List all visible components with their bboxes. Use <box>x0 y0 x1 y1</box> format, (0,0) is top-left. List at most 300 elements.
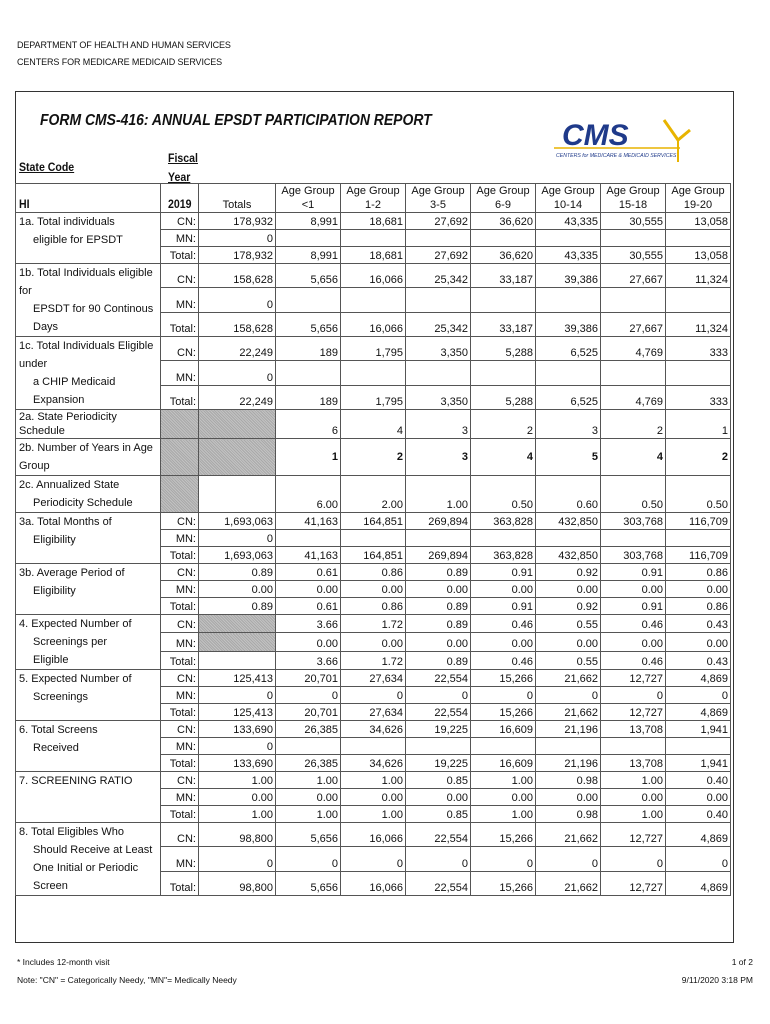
value-cell: 0.00 <box>601 633 666 651</box>
value-cell: 3 <box>536 410 601 439</box>
age-group-label: Age Group <box>411 185 465 197</box>
value-cell: 0.00 <box>666 581 731 598</box>
value-cell: 0.40 <box>666 772 731 789</box>
age-group-label: Age Group <box>541 185 595 197</box>
department-header: DEPARTMENT OF HEALTH AND HUMAN SERVICES <box>17 40 231 50</box>
value-cell: 0.91 <box>471 598 536 615</box>
table-row <box>16 337 731 361</box>
value-cell: 0.00 <box>536 789 601 806</box>
value-cell: 36,620 <box>471 213 536 230</box>
row-key: MN: <box>161 687 199 704</box>
value-cell: 363,828 <box>471 513 536 530</box>
value-cell <box>666 361 731 385</box>
table-row <box>16 439 731 476</box>
total-cell: 0 <box>199 288 276 312</box>
value-cell: 1.00 <box>341 772 406 789</box>
fiscal-year-value: 2019 <box>168 197 192 211</box>
blank-cell <box>161 410 199 439</box>
value-cell <box>601 230 666 247</box>
total-cell: 0.00 <box>199 789 276 806</box>
value-cell: 11,324 <box>666 312 731 336</box>
value-cell: 41,163 <box>276 547 341 564</box>
value-cell: 6 <box>276 410 341 439</box>
value-cell: 0 <box>471 687 536 704</box>
value-cell: 1,795 <box>341 385 406 409</box>
age-range-label: 1-2 <box>365 199 381 211</box>
col-header-age-group <box>536 184 601 213</box>
value-cell: 4 <box>601 439 666 476</box>
value-cell: 0.00 <box>536 633 601 651</box>
footnote-visit: * Includes 12-month visit <box>17 957 110 967</box>
value-cell: 2 <box>341 439 406 476</box>
value-cell: 3 <box>406 410 471 439</box>
value-cell: 21,196 <box>536 755 601 772</box>
row-key: MN: <box>161 633 199 651</box>
total-cell: 1,693,063 <box>199 513 276 530</box>
value-cell: 21,196 <box>536 721 601 738</box>
blank-cell <box>161 439 199 476</box>
value-cell: 432,850 <box>536 547 601 564</box>
value-cell: 0.00 <box>341 633 406 651</box>
row-key: CN: <box>161 721 199 738</box>
blank-cell <box>161 476 199 513</box>
value-cell: 5,656 <box>276 871 341 895</box>
row-label-line: Should Receive at Least <box>33 844 153 856</box>
value-cell: 30,555 <box>601 247 666 264</box>
value-cell: 4,869 <box>666 704 731 721</box>
value-cell: 12,727 <box>601 704 666 721</box>
row-key: Total: <box>161 385 199 409</box>
total-cell: 0.00 <box>199 581 276 598</box>
row-key: MN: <box>161 530 199 547</box>
row-key: MN: <box>161 581 199 598</box>
row-key: MN: <box>161 738 199 755</box>
value-cell: 16,066 <box>341 871 406 895</box>
table-row <box>16 615 731 633</box>
value-cell <box>471 738 536 755</box>
value-cell: 0.98 <box>536 772 601 789</box>
col-header-age-group <box>406 184 471 213</box>
value-cell: 0.55 <box>536 651 601 669</box>
value-cell: 41,163 <box>276 513 341 530</box>
age-group-label: Age Group <box>606 185 660 197</box>
value-cell: 39,386 <box>536 264 601 288</box>
value-cell: 0.46 <box>601 615 666 633</box>
row-label <box>16 513 161 564</box>
value-cell: 0.00 <box>406 633 471 651</box>
value-cell: 12,727 <box>601 670 666 687</box>
value-cell: 1 <box>276 439 341 476</box>
value-cell: 16,066 <box>341 312 406 336</box>
value-cell: 4,869 <box>666 823 731 847</box>
row-label-line: Eligibility <box>33 585 76 597</box>
value-cell: 3,350 <box>406 385 471 409</box>
value-cell: 0.00 <box>406 581 471 598</box>
value-cell: 8,991 <box>276 213 341 230</box>
value-cell <box>406 738 471 755</box>
value-cell: 15,266 <box>471 670 536 687</box>
row-label-line: Screenings per <box>33 636 107 648</box>
value-cell: 0.89 <box>406 615 471 633</box>
row-label-line: eligible for EPSDT <box>33 234 123 246</box>
row-label-line: 3a. Total Months of <box>19 516 112 528</box>
value-cell <box>666 288 731 312</box>
value-cell <box>601 361 666 385</box>
row-label-line: 4. Expected Number of <box>19 618 132 630</box>
value-cell: 303,768 <box>601 513 666 530</box>
value-cell: 30,555 <box>601 213 666 230</box>
total-cell: 0.89 <box>199 564 276 581</box>
table-row <box>16 772 731 789</box>
value-cell <box>406 230 471 247</box>
value-cell <box>276 738 341 755</box>
total-cell: 158,628 <box>199 264 276 288</box>
value-cell: 0.00 <box>471 633 536 651</box>
value-cell: 6.00 <box>276 476 341 513</box>
value-cell: 0.89 <box>406 651 471 669</box>
value-cell: 0.86 <box>341 564 406 581</box>
value-cell: 4,869 <box>666 670 731 687</box>
value-cell: 303,768 <box>601 547 666 564</box>
value-cell: 2.00 <box>341 476 406 513</box>
value-cell: 1.00 <box>276 772 341 789</box>
col-header-age-group <box>601 184 666 213</box>
row-key: Total: <box>161 704 199 721</box>
value-cell: 0.50 <box>471 476 536 513</box>
table-row <box>16 213 731 230</box>
value-cell: 0.50 <box>666 476 731 513</box>
row-label <box>16 823 161 896</box>
value-cell: 0.00 <box>471 789 536 806</box>
centers-header: CENTERS FOR MEDICARE MEDICAID SERVICES <box>17 57 223 67</box>
age-group-label: Age Group <box>346 185 400 197</box>
total-cell: 0 <box>199 530 276 547</box>
value-cell: 0.40 <box>666 806 731 823</box>
row-label-line: 8. Total Eligibles Who <box>19 826 124 838</box>
value-cell: 0.89 <box>406 564 471 581</box>
value-cell: 0.43 <box>666 615 731 633</box>
value-cell: 2 <box>601 410 666 439</box>
value-cell: 0 <box>601 847 666 871</box>
value-cell: 4,769 <box>601 337 666 361</box>
value-cell <box>341 530 406 547</box>
row-label-line: Eligible <box>33 654 69 666</box>
value-cell: 1.00 <box>471 772 536 789</box>
row-label <box>16 264 161 337</box>
row-key: Total: <box>161 247 199 264</box>
value-cell <box>666 230 731 247</box>
total-cell: 133,690 <box>199 721 276 738</box>
value-cell: 16,609 <box>471 755 536 772</box>
total-cell <box>199 633 276 651</box>
value-cell: 0 <box>406 847 471 871</box>
value-cell: 2 <box>666 439 731 476</box>
form-title: FORM CMS-416: ANNUAL EPSDT PARTICIPATION REPORT <box>40 112 432 129</box>
value-cell: 269,894 <box>406 513 471 530</box>
row-key: Total: <box>161 598 199 615</box>
row-key: CN: <box>161 670 199 687</box>
row-key: MN: <box>161 288 199 312</box>
value-cell: 0.46 <box>601 651 666 669</box>
value-cell: 3 <box>406 439 471 476</box>
value-cell: 333 <box>666 385 731 409</box>
value-cell: 0 <box>536 687 601 704</box>
page-number: 1 of 2 <box>731 957 753 967</box>
value-cell: 5,656 <box>276 312 341 336</box>
value-cell: 0 <box>666 687 731 704</box>
value-cell: 0.00 <box>276 633 341 651</box>
value-cell: 0.46 <box>471 615 536 633</box>
value-cell: 22,554 <box>406 704 471 721</box>
column-header-row <box>16 184 731 213</box>
value-cell: 15,266 <box>471 823 536 847</box>
value-cell <box>666 738 731 755</box>
value-cell: 0.00 <box>471 581 536 598</box>
total-cell: 158,628 <box>199 312 276 336</box>
total-cell <box>199 615 276 633</box>
value-cell: 25,342 <box>406 264 471 288</box>
row-label-line: 6. Total Screens <box>19 724 98 736</box>
total-cell: 0 <box>199 230 276 247</box>
value-cell <box>276 288 341 312</box>
row-label <box>16 213 161 264</box>
value-cell: 4,769 <box>601 385 666 409</box>
value-cell <box>341 361 406 385</box>
value-cell: 16,066 <box>341 264 406 288</box>
value-cell: 0 <box>341 687 406 704</box>
footnote-cn-mn: Note: "CN" = Categorically Needy, "MN"= Medically Needy <box>17 975 237 985</box>
row-label-line: 7. SCREENING RATIO <box>19 775 133 787</box>
value-cell: 432,850 <box>536 513 601 530</box>
value-cell <box>536 530 601 547</box>
value-cell: 0.00 <box>601 789 666 806</box>
value-cell: 33,187 <box>471 312 536 336</box>
row-label <box>16 337 161 410</box>
row-label-line: Eligibility <box>33 534 76 546</box>
value-cell: 0.85 <box>406 772 471 789</box>
value-cell: 0.86 <box>341 598 406 615</box>
value-cell: 22,554 <box>406 670 471 687</box>
value-cell: 8,991 <box>276 247 341 264</box>
row-label-line: 2c. Annualized State <box>19 479 120 491</box>
value-cell: 0 <box>341 847 406 871</box>
age-group-label: Age Group <box>671 185 725 197</box>
value-cell: 13,708 <box>601 755 666 772</box>
table-row <box>16 476 731 513</box>
value-cell: 116,709 <box>666 513 731 530</box>
value-cell: 333 <box>666 337 731 361</box>
row-key: MN: <box>161 361 199 385</box>
value-cell: 0 <box>276 687 341 704</box>
value-cell: 33,187 <box>471 264 536 288</box>
value-cell: 4 <box>471 439 536 476</box>
row-key: CN: <box>161 213 199 230</box>
row-key: CN: <box>161 823 199 847</box>
table-row <box>16 823 731 847</box>
value-cell: 0.61 <box>276 598 341 615</box>
value-cell <box>276 361 341 385</box>
value-cell: 22,554 <box>406 871 471 895</box>
value-cell: 1.00 <box>341 806 406 823</box>
total-cell: 1.00 <box>199 772 276 789</box>
value-cell: 0.86 <box>666 564 731 581</box>
value-cell: 1.00 <box>471 806 536 823</box>
value-cell: 34,626 <box>341 755 406 772</box>
blank-cell <box>199 476 276 513</box>
value-cell: 22,554 <box>406 823 471 847</box>
value-cell: 36,620 <box>471 247 536 264</box>
value-cell <box>601 288 666 312</box>
value-cell: 0.92 <box>536 598 601 615</box>
value-cell <box>471 288 536 312</box>
value-cell: 34,626 <box>341 721 406 738</box>
value-cell: 15,266 <box>471 871 536 895</box>
value-cell: 1.00 <box>601 772 666 789</box>
row-key: MN: <box>161 230 199 247</box>
value-cell: 0.91 <box>601 564 666 581</box>
value-cell: 3,350 <box>406 337 471 361</box>
value-cell: 0.85 <box>406 806 471 823</box>
value-cell: 5,288 <box>471 337 536 361</box>
col-header-age-group <box>341 184 406 213</box>
header-blank <box>16 184 161 213</box>
value-cell: 43,335 <box>536 213 601 230</box>
age-range-label: 6-9 <box>495 199 511 211</box>
value-cell: 27,667 <box>601 264 666 288</box>
value-cell: 0.00 <box>666 789 731 806</box>
value-cell: 1 <box>666 410 731 439</box>
value-cell: 164,851 <box>341 547 406 564</box>
value-cell: 0.86 <box>666 598 731 615</box>
value-cell: 25,342 <box>406 312 471 336</box>
row-label-line: 5. Expected Number of <box>19 673 132 685</box>
value-cell: 21,662 <box>536 670 601 687</box>
col-header-totals: Totals <box>199 184 276 213</box>
value-cell: 1.00 <box>406 476 471 513</box>
row-label-line: 1b. Total Individuals eligible for <box>19 267 153 297</box>
value-cell <box>601 738 666 755</box>
table-row <box>16 264 731 288</box>
value-cell: 0.00 <box>276 581 341 598</box>
print-date: 9/11/2020 3:18 PM <box>681 975 753 985</box>
value-cell: 0.00 <box>341 581 406 598</box>
row-key: Total: <box>161 312 199 336</box>
value-cell: 5,288 <box>471 385 536 409</box>
value-cell: 27,667 <box>601 312 666 336</box>
total-cell: 98,800 <box>199 823 276 847</box>
row-key: Total: <box>161 755 199 772</box>
value-cell: 26,385 <box>276 755 341 772</box>
value-cell: 19,225 <box>406 721 471 738</box>
value-cell <box>536 738 601 755</box>
col-header-age-group <box>276 184 341 213</box>
row-key: MN: <box>161 847 199 871</box>
value-cell: 164,851 <box>341 513 406 530</box>
total-cell: 0.89 <box>199 598 276 615</box>
table-row <box>16 721 731 738</box>
value-cell: 19,225 <box>406 755 471 772</box>
value-cell: 0 <box>471 847 536 871</box>
age-range-label: 3-5 <box>430 199 446 211</box>
blank-cell <box>199 439 276 476</box>
total-cell: 0 <box>199 361 276 385</box>
row-label <box>16 772 161 823</box>
value-cell: 6,525 <box>536 337 601 361</box>
value-cell: 189 <box>276 385 341 409</box>
row-label <box>16 670 161 721</box>
row-key: Total: <box>161 547 199 564</box>
value-cell: 1,941 <box>666 721 731 738</box>
row-key: CN: <box>161 615 199 633</box>
total-cell <box>199 651 276 669</box>
value-cell: 3.66 <box>276 651 341 669</box>
value-cell: 0.43 <box>666 651 731 669</box>
age-range-label: 19-20 <box>683 199 713 211</box>
value-cell: 0.00 <box>341 789 406 806</box>
row-label: 2a. State Periodicity Schedule <box>16 410 161 439</box>
row-label-line: EPSDT for 90 Continous Days <box>33 303 154 333</box>
value-cell: 13,708 <box>601 721 666 738</box>
value-cell <box>471 530 536 547</box>
age-range-label: 15-18 <box>618 199 648 211</box>
fiscal-label-1: Fiscal <box>168 151 198 165</box>
value-cell: 12,727 <box>601 871 666 895</box>
total-cell: 133,690 <box>199 755 276 772</box>
age-group-label: Age Group <box>476 185 530 197</box>
total-cell: 1.00 <box>199 806 276 823</box>
row-label <box>16 615 161 670</box>
state-code-label: State Code <box>19 160 75 174</box>
age-group-label: Age Group <box>281 185 335 197</box>
value-cell: 18,681 <box>341 247 406 264</box>
row-key: CN: <box>161 337 199 361</box>
value-cell: 27,634 <box>341 704 406 721</box>
table-row <box>16 410 731 439</box>
row-label-line: One Initial or Periodic Screen <box>33 862 139 892</box>
value-cell <box>666 530 731 547</box>
row-label-line: Periodicity Schedule <box>33 497 133 509</box>
value-cell: 16,066 <box>341 823 406 847</box>
value-cell: 4 <box>341 410 406 439</box>
value-cell: 0.00 <box>601 581 666 598</box>
value-cell: 21,662 <box>536 823 601 847</box>
value-cell: 0.91 <box>601 598 666 615</box>
value-cell <box>341 738 406 755</box>
value-cell: 6,525 <box>536 385 601 409</box>
total-cell: 1,693,063 <box>199 547 276 564</box>
value-cell: 43,335 <box>536 247 601 264</box>
value-cell <box>406 530 471 547</box>
value-cell: 18,681 <box>341 213 406 230</box>
total-cell: 98,800 <box>199 871 276 895</box>
value-cell <box>471 230 536 247</box>
value-cell: 0.98 <box>536 806 601 823</box>
value-cell: 0.50 <box>601 476 666 513</box>
total-cell: 125,413 <box>199 670 276 687</box>
col-header-age-group <box>666 184 731 213</box>
value-cell: 3.66 <box>276 615 341 633</box>
value-cell <box>601 530 666 547</box>
total-cell: 0 <box>199 847 276 871</box>
total-cell: 22,249 <box>199 385 276 409</box>
value-cell: 0.92 <box>536 564 601 581</box>
value-cell: 0.00 <box>666 633 731 651</box>
total-cell: 178,932 <box>199 213 276 230</box>
row-label-line: Received <box>33 742 79 754</box>
value-cell <box>536 288 601 312</box>
value-cell: 0.91 <box>471 564 536 581</box>
header-blank <box>161 184 199 213</box>
